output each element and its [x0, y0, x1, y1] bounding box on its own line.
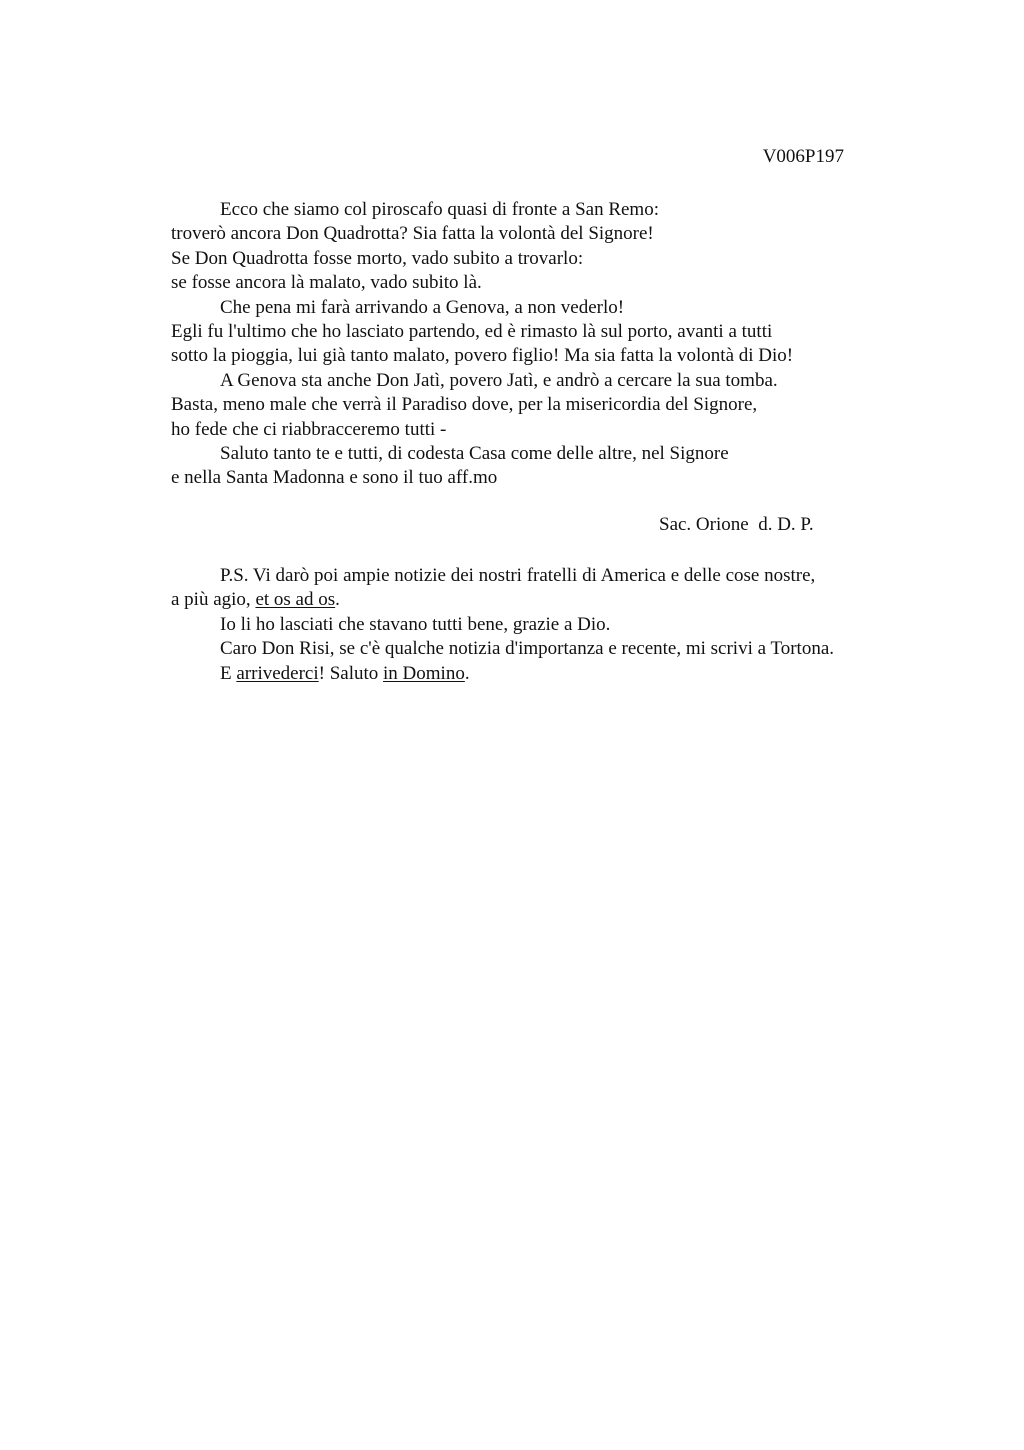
ps-line: P.S. Vi darò poi ampie notizie dei nostri fratelli di America e delle cose nostre, [220, 565, 816, 586]
ps-text: a più agio, [171, 589, 256, 611]
letter-line: Che pena mi farà arrivando a Genova, a non vederlo! [220, 296, 625, 318]
letter-line: Se Don Quadrotta fosse morto, vado subito a trovarlo: [171, 247, 584, 269]
ps-line: Caro Don Risi, se c'è qualche notizia d'importanza e recente, mi scrivi a Tortona. [220, 638, 835, 660]
letter-line: A Genova sta anche Don Jatì, povero Jatì, e andrò a cercare la sua tomba. [220, 369, 778, 391]
ps-text: . [335, 589, 340, 611]
underlined-phrase: arrivederci [236, 662, 319, 684]
letter-line: Ecco che siamo col piroscafo quasi di fronte a San Remo: [220, 199, 659, 220]
letter-body [171, 198, 931, 491]
ps-line [171, 662, 951, 686]
letter-line: Egli fu l'ultimo che ho lasciato partendo, ed è rimasto là sul porto, avanti a tutti [171, 320, 773, 342]
letter-line: sotto la pioggia, lui già tanto malato, povero figlio! Ma sia fatta la volontà di Dio! [171, 345, 794, 367]
page-reference: V006P197 [762, 146, 844, 167]
ps-text: . [464, 662, 470, 684]
signature: Sac. Orione d. D. P. [659, 514, 814, 535]
underlined-phrase: in Domino [383, 662, 465, 684]
letter-line: ho fede che ci riabbracceremo tutti - [171, 418, 447, 440]
underlined-phrase: et os ad os [255, 589, 336, 611]
postscript [171, 564, 951, 686]
letter-line: Basta, meno male che verrà il Paradiso dove, per la misericordia del Signore, [171, 394, 758, 416]
letter-line: Saluto tanto te e tutti, di codesta Casa come delle altre, nel Signore [220, 442, 729, 464]
ps-line [171, 588, 951, 612]
letter-line: se fosse ancora là malato, vado subito là. [171, 272, 482, 294]
ps-text: ! Saluto [318, 662, 384, 684]
ps-text: E [220, 662, 237, 684]
ps-line: Io li ho lasciati che stavano tutti bene, grazie a Dio. [220, 613, 611, 635]
letter-line: troverò ancora Don Quadrotta? Sia fatta la volontà del Signore! [171, 223, 654, 245]
letter-line: e nella Santa Madonna e sono il tuo aff.mo [171, 467, 498, 489]
